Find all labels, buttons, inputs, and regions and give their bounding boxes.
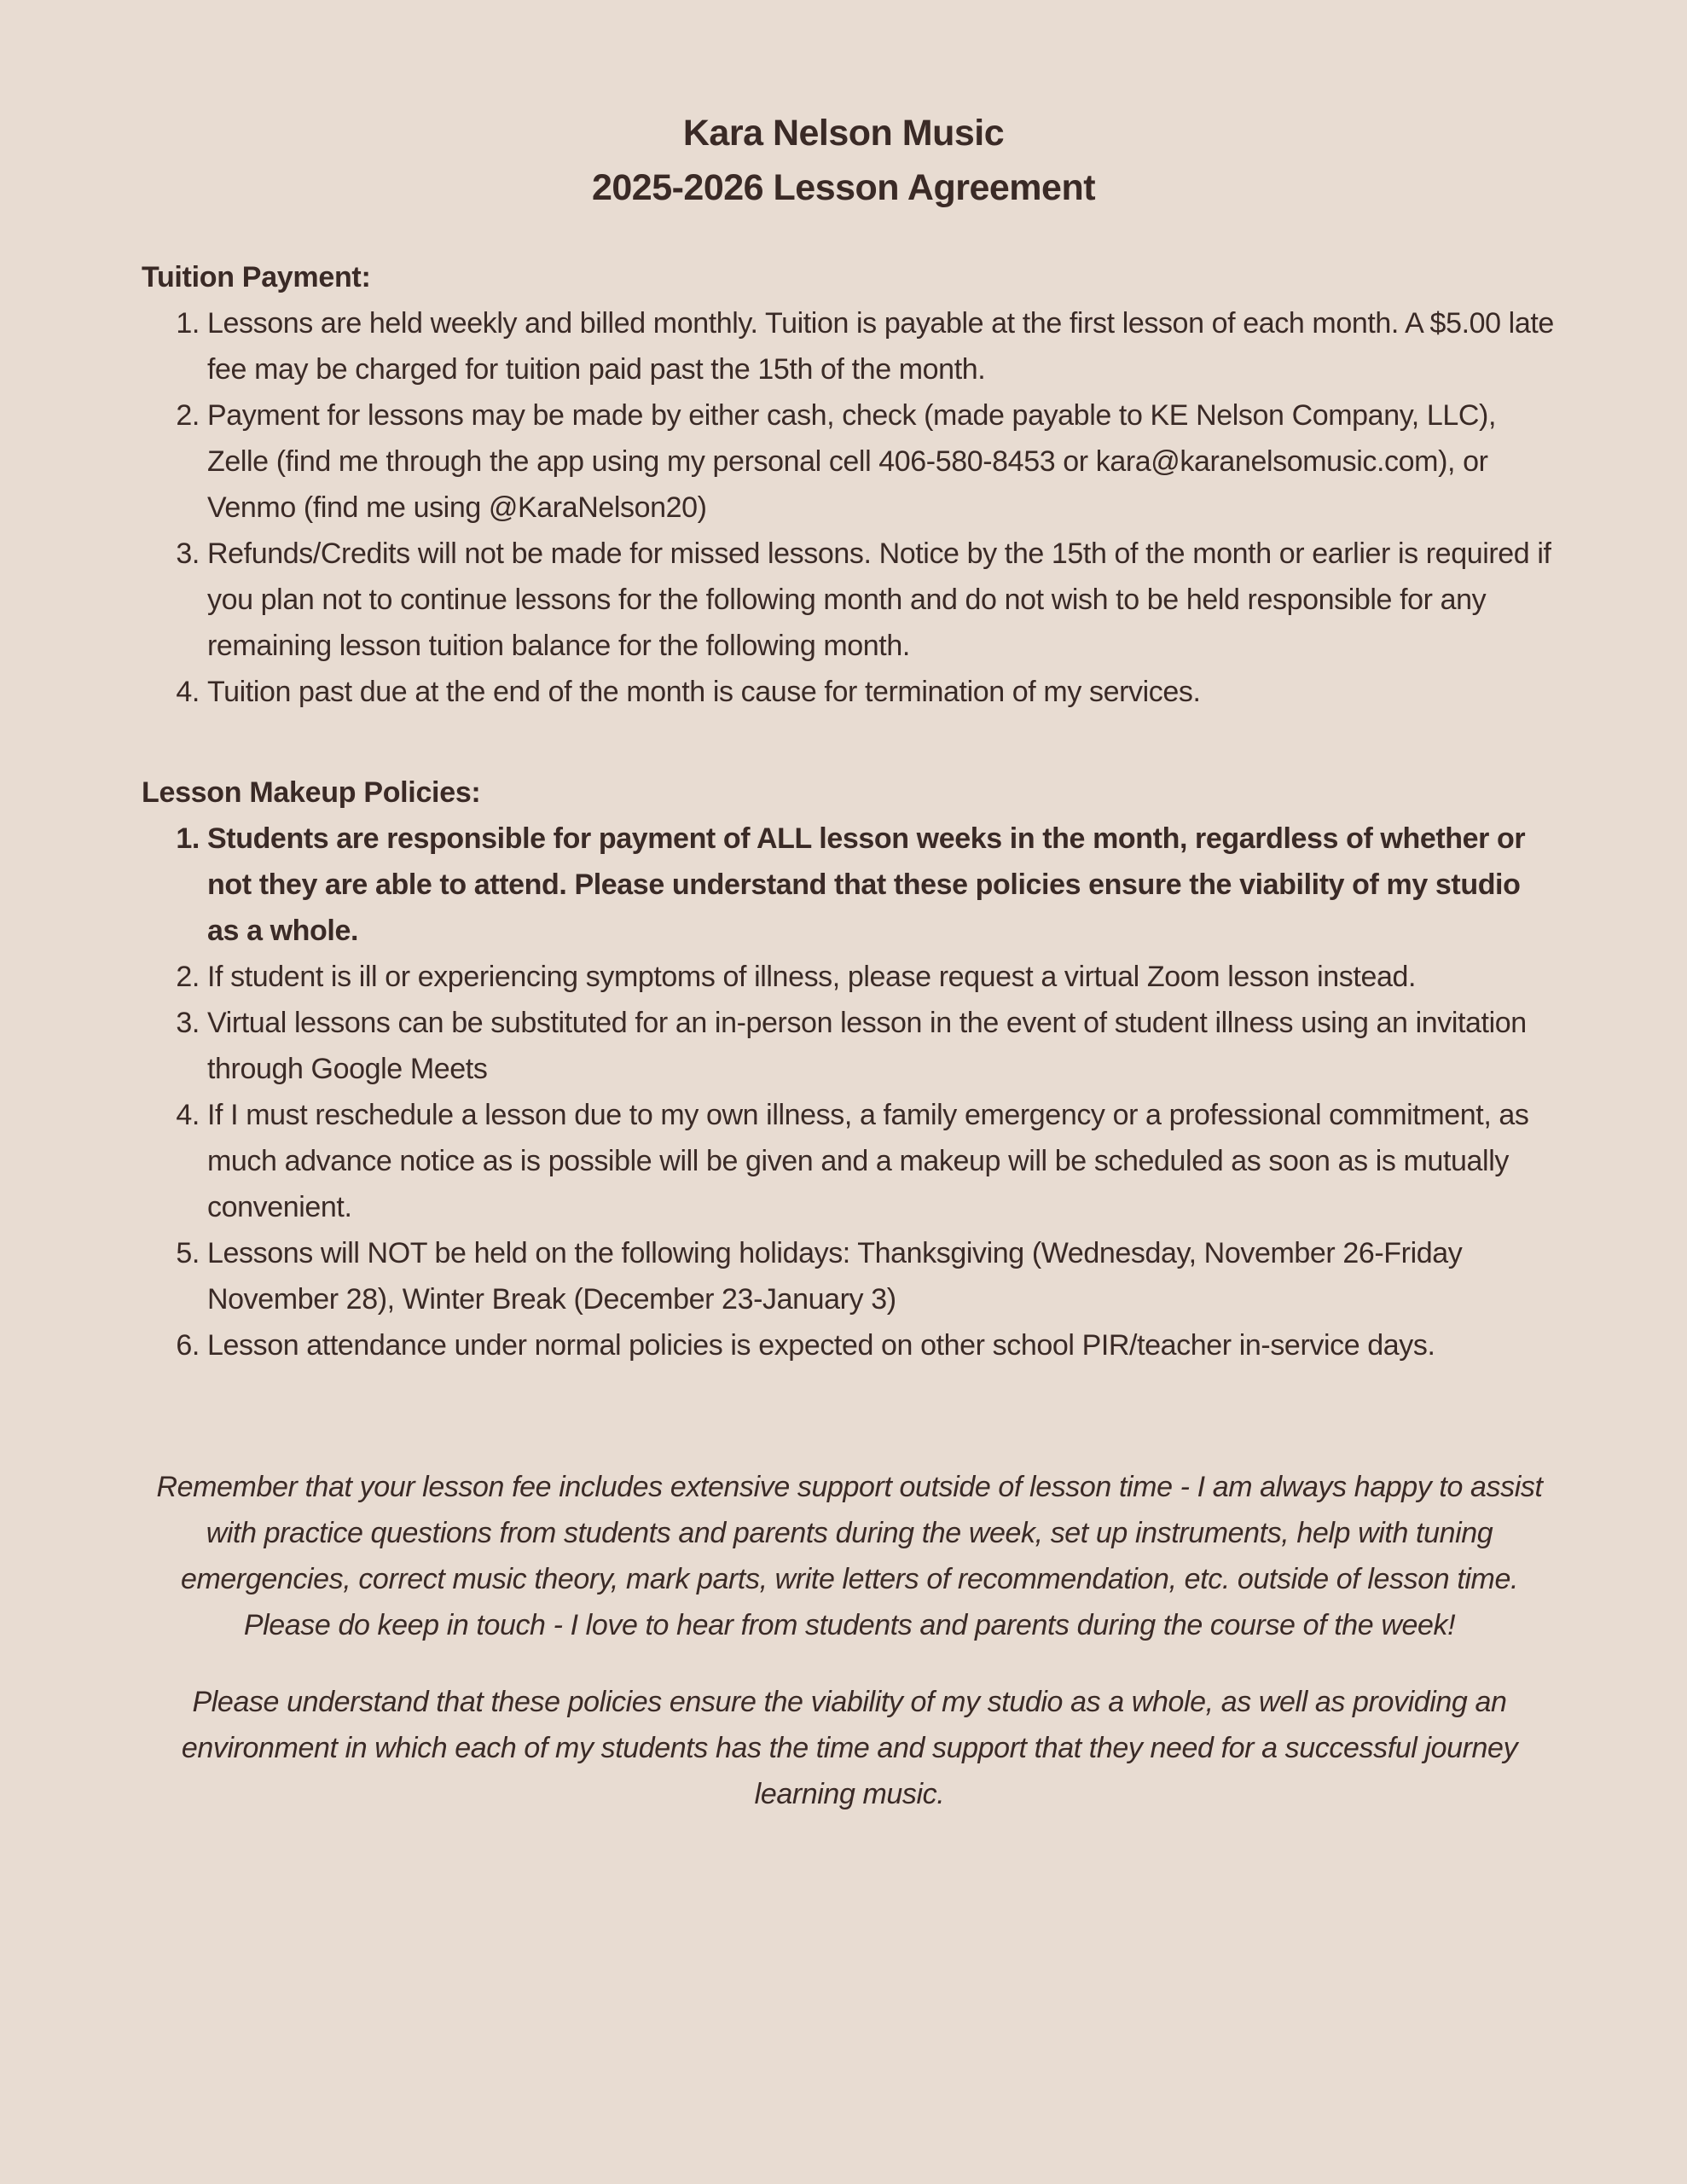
tuition-item: 2. Payment for lessons may be made by either cash, check (made payable to KE Nelson Company, LLC), Zelle (find me through the app using my personal cell 406-580-8453 or kara@karanelsomusic.com), or Venmo (find me using @KaraNelson20) <box>207 392 1557 531</box>
tuition-section <box>142 254 1557 715</box>
makeup-item: 3. Virtual lessons can be substituted for an in-person lesson in the event of student illness using an invitation through Google Meets <box>207 1000 1557 1092</box>
tuition-heading: Tuition Payment: <box>142 261 371 293</box>
closing-paragraph-viability: Please understand that these policies ensure the viability of my studio as a whole, as well as providing an environment in which each of my students has the time and support that they need for a successful journey learning music. <box>181 1686 1518 1810</box>
tuition-item: 3. Refunds/Credits will not be made for missed lessons. Notice by the 15th of the month or earlier is required if you plan not to continue lessons for the following month and do not wish to be held responsible for any remaining lesson tuition balance for the following month. <box>207 531 1557 669</box>
makeup-item: 5. Lessons will NOT be held on the following holidays: Thanksgiving (Wednesday, November 26-Friday November 28), Winter Break (December 23-January 3) <box>207 1230 1557 1322</box>
studio-name: Kara Nelson Music <box>682 113 1005 154</box>
title-block <box>0 106 1687 215</box>
tuition-item: 4. Tuition past due at the end of the month is cause for termination of my services. <box>207 669 1557 715</box>
makeup-item-payment-policy: 1. Students are responsible for payment of ALL lesson weeks in the month, regardless of whether or not they are able to attend. Please understand that these policies ensure the viability of my studio as a whole. <box>207 816 1557 954</box>
makeup-item: 6. Lesson attendance under normal policies is expected on other school PIR/teacher in-service days. <box>207 1322 1557 1368</box>
makeup-list <box>142 816 1557 1368</box>
tuition-item: 1. Lessons are held weekly and billed monthly. Tuition is payable at the first lesson of each month. A $5.00 late fee may be charged for tuition paid past the 15th of the month. <box>207 300 1557 392</box>
makeup-item: 2. If student is ill or experiencing symptoms of illness, please request a virtual Zoom lesson instead. <box>207 954 1557 1000</box>
closing-paragraph-support: Remember that your lesson fee includes extensive support outside of lesson time - I am always happy to assist with practice questions from students and parents during the week, set up instruments, help with tuning emergencies, correct music theory, mark parts, write letters of recommendation, etc. outside of lesson time. Please do keep in touch - I love to hear from students and parents during the course of the week! <box>156 1471 1543 1641</box>
agreement-title: 2025-2026 Lesson Agreement <box>591 167 1096 208</box>
makeup-section <box>142 770 1557 1368</box>
makeup-heading: Lesson Makeup Policies: <box>142 776 481 809</box>
makeup-item: 4. If I must reschedule a lesson due to my own illness, a family emergency or a professional commitment, as much advance notice as is possible will be given and a makeup will be scheduled as soon as is mutually convenient. <box>207 1092 1557 1230</box>
tuition-list <box>142 300 1557 715</box>
